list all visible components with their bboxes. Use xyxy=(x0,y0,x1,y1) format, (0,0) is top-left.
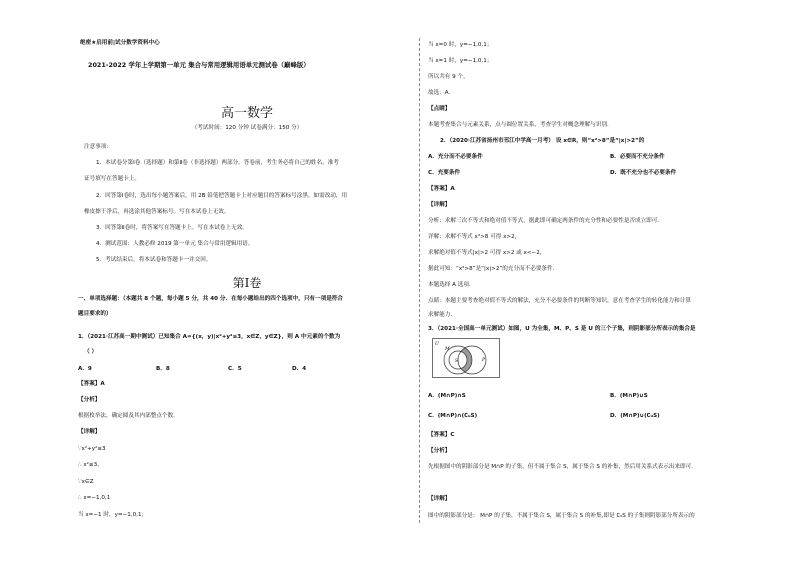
question-3-stem: 3．（2021·全国高一单元测试）如图，U 为全集，M、P、S 是 U 的三个子集，则阴影部分所表示的集合是 xyxy=(428,326,696,332)
question-3-analysis-label: 【分析】 xyxy=(428,448,451,454)
note-line: 3．回答第Ⅱ卷时，将答案写在答题卡上。写在本试卷上无效。 xyxy=(96,225,248,231)
note-line: 1．本试卷分第Ⅰ卷（选择题）和第Ⅱ卷（非选择题）两部分。答卷前，考生务必将自己的姓名、准考 xyxy=(96,160,339,166)
question-2-option-c: C．充要条件 xyxy=(428,170,461,176)
question-2-detail-line: 求解绝对值不等式|x|>2 可得 x>2 或 x<−2， xyxy=(428,250,546,256)
time-info: （考试时间：120 分钟 试卷满分：150 分） xyxy=(191,125,303,131)
note-line: 2．回答第Ⅰ卷时，选出每小题答案后，用 2B 铅笔把答题卡上对应题目的答案标号涂黑。如需改动，用 xyxy=(96,193,348,199)
question-1-stem: 1．（2021·江苏高一期中测试）已知集合 A={(x，y)|x²+y²≤3，x∈Z，y∈Z}，则 A 中元素的个数为 xyxy=(78,334,341,340)
section-intro: 一、单项选择题：（本题共 8 个题，每小题 5 分，共 40 分．在每小题给出的四个选项中，只有一项是符合 xyxy=(78,296,343,302)
section-intro: 题目要求的） xyxy=(78,311,112,317)
question-1-detail-line: 当 x=−1 时，y=−1,0,1； xyxy=(78,512,148,518)
question-1-analysis-label: 【分析】 xyxy=(78,397,101,403)
question-3-detail-label: 【详解】 xyxy=(428,496,451,502)
secret-mark: 绝密★启用前|试分数学资料中心 xyxy=(80,40,160,46)
note-line: 证号填写在答题卡上。 xyxy=(84,176,140,182)
q1-cont-line: 故选：A. xyxy=(428,90,451,96)
question-3-option-a: A．(M∩P)∩S xyxy=(428,393,466,399)
question-2-option-d: D．既不充分也不必要条件 xyxy=(610,170,677,176)
question-1-option-c: C．5 xyxy=(228,366,242,372)
venn-label-s: S xyxy=(455,359,459,364)
question-1-paren: （ ） xyxy=(84,349,98,355)
note-line: 橡皮擦干净后，再选涂其他答案标号。写在本试卷上无效。 xyxy=(84,209,230,215)
q1-cont-line: 所以共有 9 个， xyxy=(428,74,469,80)
question-1-detail-line: ∵x∈Z xyxy=(78,479,94,485)
question-2-stem: 2．（2020·江苏省扬州市邗江中学高一月考） 设 x∈R，则“x²>8”是“|x|>2”的 xyxy=(440,138,645,144)
exam-title: 2021-2022 学年上学期第一单元 集合与常用逻辑用语单元测试卷（巅峰版） xyxy=(88,61,310,69)
venn-label-p: P xyxy=(482,358,486,363)
question-2-detail-label: 【详解】 xyxy=(428,202,451,208)
question-3-option-d: D．(M∩P)∪(∁ᵤS) xyxy=(610,413,660,419)
question-1-option-d: D．4 xyxy=(292,366,307,372)
question-1-detail-line: ∴ x²≤3， xyxy=(78,462,103,468)
question-3-answer: 【答案】C xyxy=(428,432,455,438)
section-label: 第Ⅰ卷 xyxy=(232,276,262,290)
question-2-answer: 【答案】A xyxy=(428,186,455,192)
question-2-detail-line: 分析：求解三次不等式和绝对值不等式，据此即可确定两条件的充分性和必要性是否成立即可. xyxy=(428,218,660,224)
q1-cont-line: 当 x=1 时，y=−1,0,1； xyxy=(428,58,493,64)
question-2-option-a: A．充分而不必要条件 xyxy=(428,154,483,160)
column-divider xyxy=(419,38,420,523)
venn-label-m: M xyxy=(445,347,450,352)
question-3-option-b: B．(M∩P)∪S xyxy=(610,393,648,399)
subject-title: 高一数学 xyxy=(220,106,273,121)
question-1-detail-label: 【详解】 xyxy=(78,429,101,435)
question-2-comment: 求解能力. xyxy=(428,312,453,318)
question-2-detail-line: 本题选择 A 选项. xyxy=(428,282,471,288)
question-3-detail: 图中的阴影部分是： M∩P 的子集，不属于集合 S，属于集合 S 的补集,即是 ∁ᵤS 的子集则阴影部分所表示的 xyxy=(428,513,695,519)
note-line: 4．测试范围：人教必修 2019 第一单元 集合与常用逻辑用语。 xyxy=(96,241,254,247)
q1-comment-label: 【点睛】 xyxy=(428,106,451,112)
venn-label-u: U xyxy=(435,342,439,347)
question-1-detail-line: ∵x²+y²≤3 xyxy=(78,446,106,452)
q1-cont-line: 当 x=0 时，y=−1,0,1； xyxy=(428,42,493,48)
question-1-detail-line: ∴ x=−1,0,1 xyxy=(78,495,111,501)
question-1-option-b: B．8 xyxy=(156,366,170,372)
question-2-detail-line: 据此可知：“x³>8”是“|x|>2”的充分而不必要条件. xyxy=(428,266,555,272)
question-3-option-c: C．(M∩P)∩(∁ᵤS) xyxy=(428,413,478,419)
q1-comment: 本题考查集合与元素关系，点与圆位置关系，考查学生对概念理解与识别. xyxy=(428,122,609,128)
venn-diagram-svg xyxy=(432,338,500,378)
question-3-analysis: 先根据图中的阴影部分是 M∩P 的子集，但不属于集合 S，属于集合 S 的补集，然后用关系式表示出来即可. xyxy=(428,464,694,470)
venn-diagram xyxy=(432,338,500,378)
question-2-detail-line: 详解：求解不等式 x³>8 可得 x>2， xyxy=(428,234,521,240)
question-2-comment: 点睛：本题主要考查绝对值不等式的解法，充分不必要条件的判断等知识，意在考查学生的转化能力和计算 xyxy=(428,298,691,304)
notes-heading: 注意事项： xyxy=(84,144,112,150)
note-line: 5．考试结束后，将本试卷和答题卡一并交回。 xyxy=(96,257,212,263)
question-1-analysis: 根据枚举法，确定圆及其内部整点个数. xyxy=(78,413,175,419)
question-2-option-b: B．必要而不充分条件 xyxy=(610,154,665,160)
question-1-answer: 【答案】A xyxy=(78,381,105,387)
question-1-option-a: A．9 xyxy=(78,366,92,372)
